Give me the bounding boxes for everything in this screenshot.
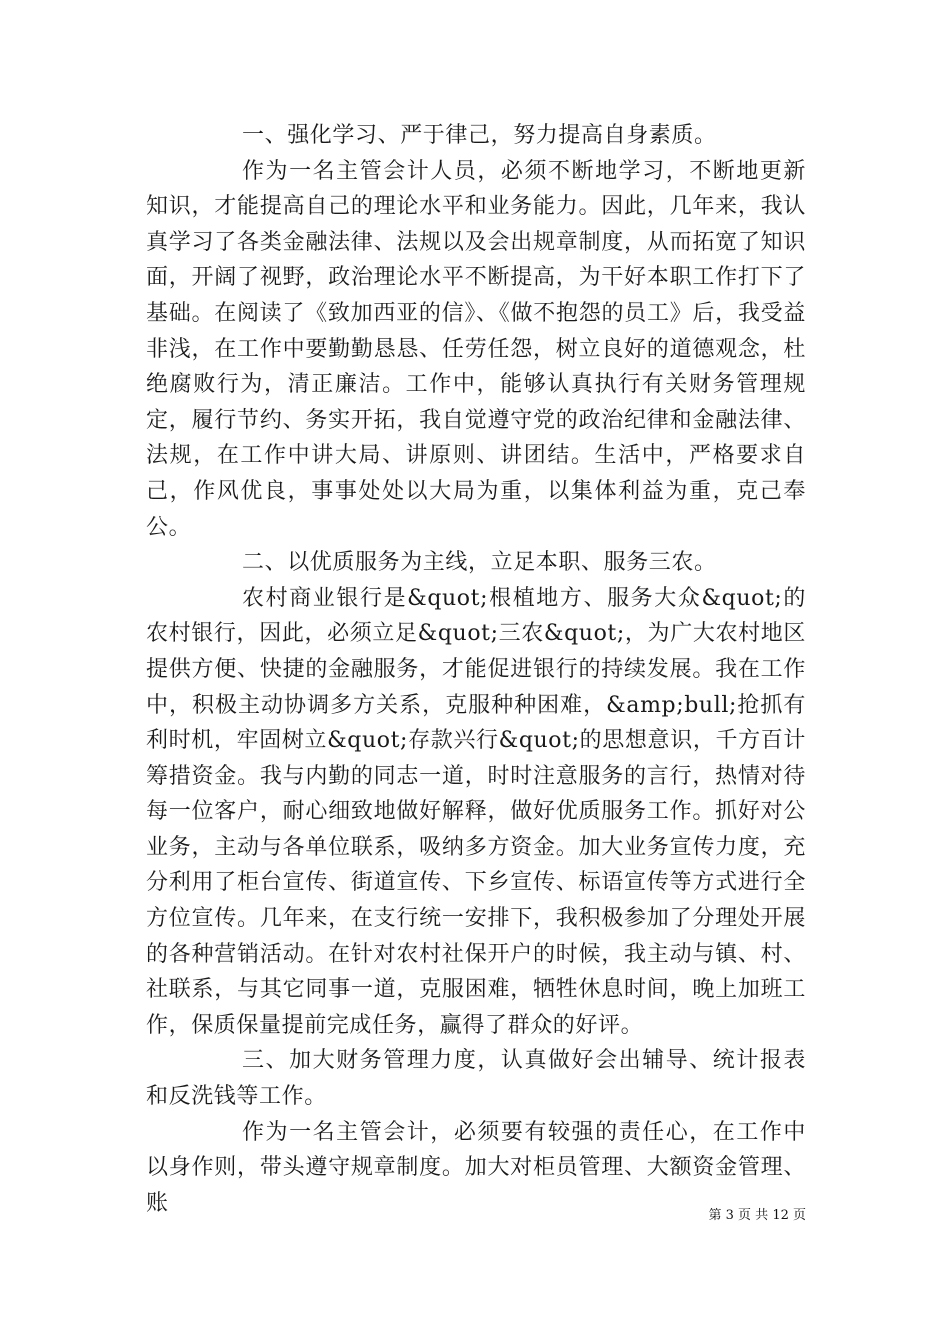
page-number-footer: 第 3 页 共 12 页 xyxy=(708,1208,806,1223)
paragraph-2: 农村商业银行是&quot;根植地方、服务大众&quot;的农村银行，因此，必须立足&quot;三农&quot;，为广大农村地区提供方便、快捷的金融服务，才能促进银行的持续发展。我在工作中，积极主动协调多方关系，克服种种困难，&amp;bull;抢抓有利时机，牢固树立&quot;存款兴行&quot;的思想意识，千方百计筹措资金。我与内勤的同志一道，时时注意服务的言行，热情对待每一位客户，耐心细致地做好解释，做好优质服务工作。抓好对公业务，主动与各单位联系，吸纳多方资金。加大业务宣传力度，充分利用了柜台宣传、街道宣传、下乡宣传、标语宣传等方式进行全方位宣传。几年来，在支行统一安排下，我积极参加了分理处开展的各种营销活动。在针对农村社保开户的时候，我主动与镇、村、社联系，与其它同事一道，克服困难，牺牲休息时间，晚上加班工作，保质保量提前完成任务，赢得了群众的好评。 xyxy=(146,585,806,1038)
section-heading-2: 二、以优质服务为主线，立足本职、服务三农。 xyxy=(242,550,717,576)
paragraph-1: 作为一名主管会计人员，必须不断地学习，不断地更新知识，才能提高自己的理论水平和业务能力。因此，几年来，我认真学习了各类金融法律、法规以及会出规章制度，从而拓宽了知识面，开阔了视野，政治理论水平不断提高，为干好本职工作打下了基础。在阅读了《致加西亚的信》、《做不抱怨的员工》后，我受益非浅，在工作中要勤勤恳恳、任劳任怨，树立良好的道德观念，杜绝腐败行为，清正廉洁。工作中，能够认真执行有关财务管理规定，履行节约、务实开拓，我自觉遵守党的政治纪律和金融法律、法规，在工作中讲大局、讲原则、讲团结。生活中，严格要求自己，作风优良，事事处处以大局为重，以集体利益为重，克己奉公。 xyxy=(146,158,806,540)
document-body xyxy=(146,118,806,1221)
paragraph-3: 作为一名主管会计，必须要有较强的责任心，在工作中以身作则，带头遵守规章制度。加大对柜员管理、大额资金管理、账 xyxy=(146,1119,806,1216)
section-heading-3: 三、加大财务管理力度，认真做好会出辅导、统计报表和反洗钱等工作。 xyxy=(146,1048,806,1110)
section-heading-1: 一、强化学习、严于律己，努力提高自身素质。 xyxy=(242,123,717,148)
